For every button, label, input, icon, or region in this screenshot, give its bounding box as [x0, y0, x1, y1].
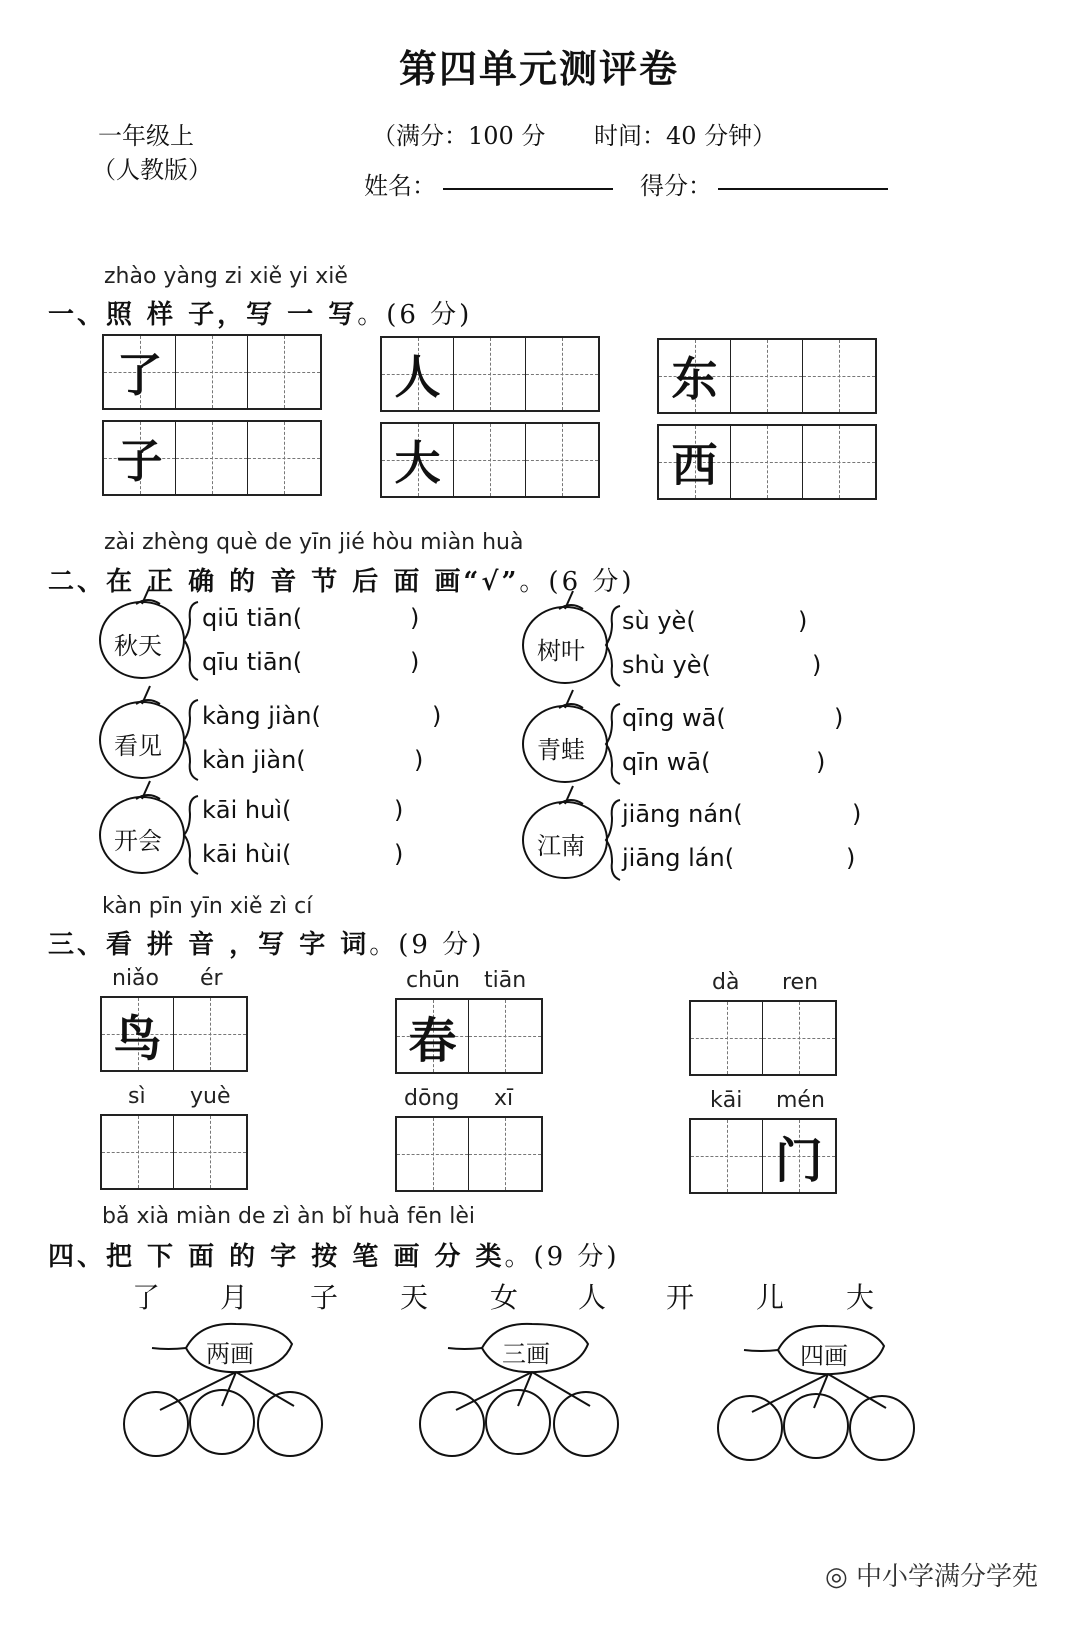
brace-icon	[184, 700, 198, 780]
score-label: 得分：	[640, 172, 712, 200]
word-pinyin: ren	[782, 970, 819, 995]
given-char	[469, 1118, 541, 1190]
pinyin-option: kāi huì(	[202, 796, 292, 824]
answer-paren[interactable]: )	[812, 651, 822, 679]
pinyin-option: qīu tiān(	[202, 648, 303, 676]
section4-heading-text: 四、把 下 面 的 字 按 笔 画 分 类	[48, 1242, 505, 1272]
sort-char: 天	[400, 1281, 429, 1314]
grid-cell	[763, 1120, 835, 1192]
section1-points: 。(6 分)	[357, 300, 473, 330]
brace-icon	[606, 800, 620, 880]
pinyin-option: qiū tiān(	[202, 604, 303, 632]
model-char: 人	[394, 350, 441, 404]
apple-icon	[718, 1396, 782, 1460]
grid-cell	[382, 424, 454, 496]
branch-icon	[752, 1374, 886, 1412]
sort-char: 了	[132, 1281, 161, 1314]
apple-stem-icon	[559, 591, 583, 609]
section1-heading-text: 一、照 样 子，写 一 写	[48, 300, 358, 330]
watermark-text: 中小学满分学苑	[855, 1562, 1038, 1592]
page-title: 第四单元测评卷	[398, 46, 679, 91]
apple-word: 树叶	[537, 637, 585, 665]
grid-cell[interactable]	[691, 1120, 763, 1192]
brace-icon	[606, 704, 620, 784]
answer-paren[interactable]: )	[394, 840, 404, 868]
word-pinyin: yuè	[190, 1084, 231, 1109]
pinyin-option: kàn jiàn(	[202, 746, 306, 774]
grid-cell[interactable]	[469, 1000, 541, 1072]
apple-stem-icon	[136, 781, 160, 799]
answer-paren[interactable]: )	[852, 800, 862, 828]
apple-icon	[124, 1392, 188, 1456]
brace-icon	[184, 602, 198, 680]
pinyin-option: jiāng nán(	[622, 800, 743, 828]
stroke-trees-svg	[0, 1300, 1078, 1500]
section4-heading	[48, 1236, 620, 1273]
given-char	[102, 1116, 173, 1188]
word-grid-1	[100, 996, 248, 1072]
apple-icon	[554, 1392, 618, 1456]
section3-heading-text: 三、看 拼 音 ，写 字 词	[48, 930, 370, 960]
apple-icon	[420, 1392, 484, 1456]
word-grid-5	[395, 1116, 543, 1192]
word-grid-6	[689, 1118, 837, 1194]
apple-word: 青蛙	[537, 736, 585, 764]
model-char: 子	[116, 434, 163, 488]
answer-paren[interactable]: )	[410, 648, 420, 676]
grid-cell	[104, 336, 176, 408]
edition-label: （人教版）	[92, 156, 212, 184]
word-pinyin: tiān	[484, 968, 527, 993]
answer-paren[interactable]: )	[834, 704, 844, 732]
pinyin-option: qīng wā(	[622, 704, 726, 732]
given-char	[763, 1002, 835, 1074]
apple-stem-icon	[559, 690, 583, 708]
grade-label: 一年级上	[98, 122, 194, 150]
answer-paren[interactable]: )	[846, 844, 856, 872]
apple-icon	[258, 1392, 322, 1456]
grid-cell	[659, 426, 731, 498]
grid-cell[interactable]	[469, 1118, 541, 1190]
apple-word: 秋天	[114, 632, 162, 660]
sort-char: 开	[666, 1281, 695, 1314]
section2-heading-text: 二、在 正 确 的 音 节 后 面 画“√”	[48, 567, 520, 597]
model-char: 西	[671, 438, 718, 492]
full-score-info: （满分：100 分	[372, 122, 546, 150]
sort-char: 月	[220, 1281, 249, 1314]
section2-pinyin: zài zhèng què de yīn jié hòu miàn huà	[104, 530, 524, 555]
name-label: 姓名：	[364, 172, 436, 200]
given-char	[691, 1002, 762, 1074]
word-pinyin: dōng	[404, 1086, 460, 1111]
grid-cell[interactable]	[102, 1116, 174, 1188]
sort-char: 子	[310, 1281, 339, 1314]
section3-points: 。(9 分)	[369, 930, 485, 960]
sort-char: 人	[578, 1281, 607, 1314]
given-char	[174, 998, 246, 1070]
apple-word: 江南	[537, 832, 585, 860]
answer-paren[interactable]: )	[394, 796, 404, 824]
grid-cell[interactable]	[763, 1002, 835, 1074]
pinyin-option: jiāng lán(	[622, 844, 735, 872]
apple-stem-icon	[136, 586, 160, 604]
sort-char: 大	[846, 1281, 875, 1314]
wechat-icon: ◎	[825, 1562, 856, 1592]
grid-cell	[382, 338, 454, 410]
time-info: 时间：40 分钟）	[594, 122, 777, 150]
word-pinyin: dà	[712, 970, 740, 995]
pinyin-option: qīn wā(	[622, 748, 711, 776]
pinyin-option: kàng jiàn(	[202, 702, 321, 730]
given-char	[691, 1120, 762, 1192]
grid-cell[interactable]	[691, 1002, 763, 1074]
section3-heading	[48, 924, 484, 961]
apple-stem-icon	[136, 686, 160, 704]
answer-paren[interactable]: )	[432, 702, 442, 730]
leaf-stem-icon	[152, 1348, 186, 1349]
model-char: 了	[116, 348, 163, 402]
group-label: 三画	[502, 1340, 550, 1368]
model-char: 大	[394, 436, 441, 490]
section2-points: 。(6 分)	[519, 567, 635, 597]
apple-icon	[190, 1390, 254, 1454]
group-label: 两画	[206, 1340, 254, 1368]
answer-paren[interactable]: )	[816, 748, 826, 776]
sort-char: 儿	[756, 1281, 785, 1314]
word-pinyin: xī	[494, 1086, 514, 1111]
grid-cell	[102, 998, 174, 1070]
grid-cell[interactable]	[174, 1116, 246, 1188]
word-pinyin: chūn	[406, 968, 460, 993]
apple-icon	[486, 1390, 550, 1454]
grid-cell[interactable]	[174, 998, 246, 1070]
section3-pinyin: kàn pīn yīn xiě zì cí	[102, 894, 313, 919]
pinyin-option: sù yè(	[622, 607, 696, 635]
answer-paren[interactable]: )	[414, 746, 424, 774]
grid-cell	[397, 1000, 469, 1072]
word-grid-3	[689, 1000, 837, 1076]
watermark	[825, 1556, 1038, 1593]
answer-paren[interactable]: )	[410, 604, 420, 632]
brace-icon	[184, 796, 198, 874]
word-pinyin: ér	[200, 966, 223, 991]
grid-cell	[659, 340, 731, 412]
grid-cell[interactable]	[397, 1118, 469, 1190]
given-char	[174, 1116, 246, 1188]
given-char: 鸟	[113, 1010, 162, 1067]
word-pinyin: niǎo	[112, 966, 159, 991]
brace-icon	[606, 606, 620, 686]
leaf-stem-icon	[744, 1350, 778, 1351]
word-pinyin: sì	[128, 1084, 146, 1109]
grid-cell	[104, 422, 176, 494]
model-char: 东	[671, 352, 718, 406]
group-label: 四画	[800, 1342, 848, 1370]
section4-points: 。(9 分)	[504, 1242, 620, 1272]
given-char: 门	[774, 1132, 823, 1189]
given-char	[469, 1000, 541, 1072]
word-grid-4	[100, 1114, 248, 1190]
sort-char: 女	[490, 1281, 519, 1314]
apple-word: 看见	[114, 732, 162, 760]
pinyin-option: shù yè(	[622, 651, 711, 679]
apple-stem-icon	[559, 786, 583, 804]
word-pinyin: kāi	[710, 1088, 743, 1113]
word-grid-2	[395, 998, 543, 1074]
answer-paren[interactable]: )	[798, 607, 808, 635]
section1-pinyin: zhào yàng zi xiě yi xiě	[104, 264, 348, 289]
apple-word: 开会	[114, 827, 162, 855]
given-char	[397, 1118, 468, 1190]
section4-pinyin: bǎ xià miàn de zì àn bǐ huà fēn lèi	[102, 1204, 475, 1229]
given-char: 春	[408, 1012, 457, 1069]
pinyin-option: kāi hùi(	[202, 840, 292, 868]
leaf-stem-icon	[448, 1348, 482, 1349]
word-pinyin: mén	[776, 1088, 825, 1113]
